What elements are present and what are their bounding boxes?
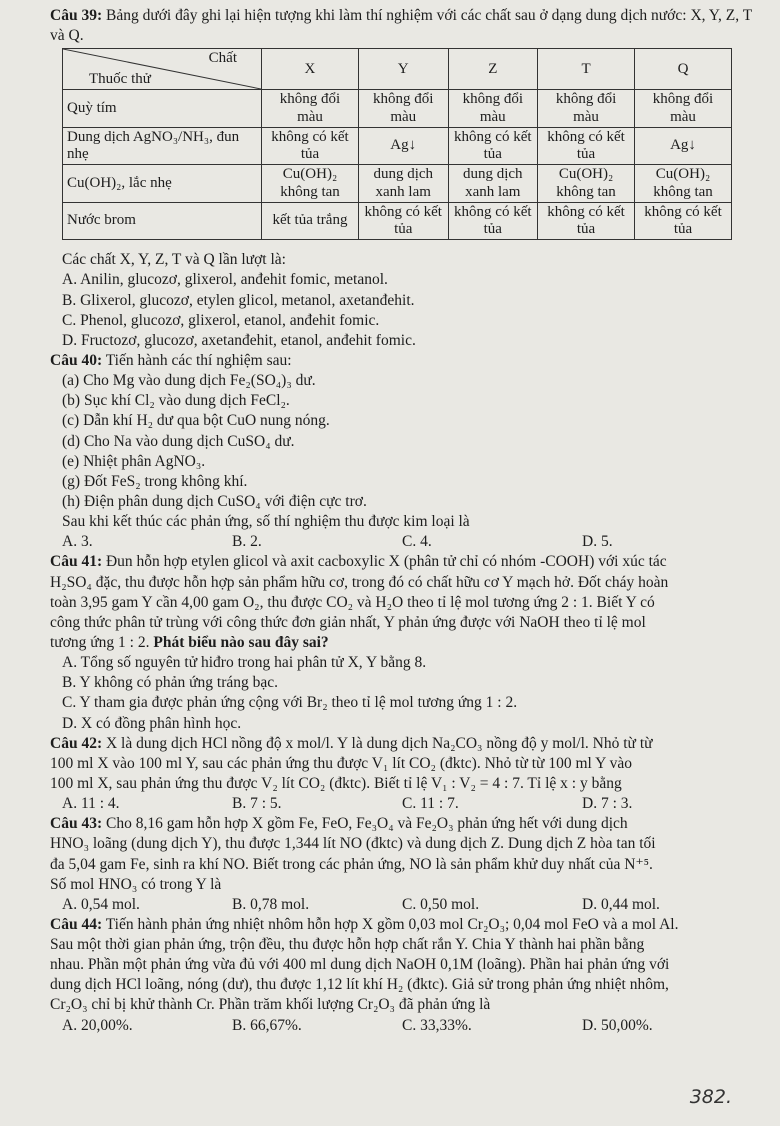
experiment-item: (a) Cho Mg vào dung dịch Fe₂(SO₄)₃ dư. [62, 372, 316, 390]
question-41 [50, 552, 766, 733]
option-d[interactable]: D. 50,00%. [582, 1016, 653, 1034]
question-text-line: Số mol HNO₃ có trong Y là [50, 875, 222, 893]
table-row [63, 127, 732, 165]
question-44 [50, 915, 766, 1036]
table-cell: không đổi màu [358, 90, 448, 128]
table-cell: dung dịch xanh lam [448, 165, 538, 203]
column-header: Y [358, 49, 448, 90]
option-b[interactable]: B. 0,78 mol. [232, 895, 310, 913]
question-text-line: dung dịch HCl loãng, nóng (dư), thu được 1,12 lít khí H₂ (đktc). Giả sử trong phản ứng nhiệt nhôm, [50, 976, 669, 994]
option-a[interactable]: A. 11 : 4. [62, 795, 120, 813]
table-cell: Cu(OH)₂ không tan [635, 165, 732, 203]
table-cell: không có kết tủa [448, 127, 538, 165]
question-text-line: nhau. Phần một phản ứng vừa đủ với 400 ml dung dịch NaOH 0,1M (loãng). Phần hai phản ứng với [50, 956, 670, 974]
experiment-item: (h) Điện phân dung dịch CuSO₄ với điện cực trơ. [62, 492, 367, 510]
option-a[interactable]: A. 3. [62, 533, 93, 551]
column-header: Q [635, 49, 732, 90]
question-41-title: Câu 41: [50, 553, 103, 571]
question-text-line: Cho 8,16 gam hỗn hợp X gồm Fe, FeO, Fe₃O₄ và Fe₂O₃ phản ứng hết với dung dịch [105, 815, 628, 833]
table-row [63, 90, 732, 128]
question-text-line: HNO₃ loãng (dung dịch Y), thu được 1,344 lít NO (đktc) và dung dịch Z. Dung dịch Z hòa tan tối [50, 835, 656, 853]
experiment-item: (e) Nhiệt phân AgNO₃. [62, 452, 206, 470]
row-label: Dung dịch AgNO₃/NH₃, đun nhẹ [63, 127, 262, 165]
question-44-title: Câu 44: [50, 915, 103, 933]
experiment-item: (g) Đốt FeS₂ trong không khí. [62, 472, 248, 490]
question-text-line: Đun hỗn hợp etylen glicol và axit cacboxylic X (phân tử chỉ có nhóm -COOH) với xúc tác [105, 553, 667, 571]
option-a[interactable]: A. 20,00%. [62, 1016, 133, 1034]
experiment-item: (b) Sục khí Cl₂ vào dung dịch FeCl₂. [62, 392, 290, 410]
table-cell: Ag↓ [358, 127, 448, 165]
question-text-line: toàn 3,95 gam Y cần 4,00 gam O₂, thu được CO₂ và H₂O theo tỉ lệ mol tương ứng 2 : 1. Biết Y có [50, 593, 655, 611]
row-label: Quỳ tím [63, 90, 262, 128]
table-cell: không có kết tủa [635, 202, 732, 240]
question-40-prompt: Sau khi kết thúc các phản ứng, số thí nghiệm thu được kim loại là [62, 513, 470, 531]
option-b[interactable]: B. Glixerol, glucozơ, etylen glicol, metanol, axetanđehit. [62, 291, 415, 309]
table-row [63, 165, 732, 203]
option-d[interactable]: D. X có đồng phân hình học. [62, 714, 242, 732]
question-text-line: 100 ml X, sau phản ứng thu được V₂ lít CO₂ (đktc). Biết tỉ lệ V₁ : V₂ = 4 : 7. Tỉ lệ x : y bằng [50, 774, 622, 792]
corner-bottom-label: Thuốc thử [89, 71, 151, 88]
table-cell: Ag↓ [635, 127, 732, 165]
table-cell: không có kết tủa [538, 127, 635, 165]
table-cell: không đổi màu [262, 90, 359, 128]
option-d[interactable]: D. 7 : 3. [582, 795, 633, 813]
question-text-line: Sau một thời gian phản ứng, trộn đều, thu được hỗn hợp chất rắn Y. Chia Y thành hai phần bằng [50, 936, 645, 954]
question-43 [50, 814, 766, 915]
handwritten-note: 382. [689, 1086, 732, 1109]
question-42-title: Câu 42: [50, 734, 103, 752]
table-cell: không đổi màu [448, 90, 538, 128]
answer-options [50, 794, 766, 814]
question-text-line: Tiến hành phản ứng nhiệt nhôm hỗn hợp X gồm 0,03 mol Cr₂O₃; 0,04 mol FeO và a mol Al. [105, 915, 679, 933]
column-header: Z [448, 49, 538, 90]
option-c[interactable]: C. Y tham gia được phản ứng cộng với Br₂ theo tỉ lệ mol tương ứng 1 : 2. [62, 694, 518, 712]
experiment-item: (c) Dẫn khí H₂ dư qua bột CuO nung nóng. [62, 412, 330, 430]
option-b[interactable]: B. 7 : 5. [232, 795, 282, 813]
table-cell: Cu(OH)₂ không tan [538, 165, 635, 203]
question-39-prompt: Các chất X, Y, Z, T và Q lần lượt là: [62, 251, 286, 269]
question-text-line: H₂SO₄ đặc, thu được hỗn hợp sản phẩm hữu cơ, trong đó có chất hữu cơ Y mạch hở. Đốt cháy hoàn [50, 573, 669, 591]
column-header: T [538, 49, 635, 90]
question-text-line: đa 5,04 gam Fe, sinh ra khí NO. Biết trong các phản ứng, NO là sản phẩm khử duy nhất của N⁺⁵. [50, 855, 653, 873]
option-d[interactable]: D. 0,44 mol. [582, 895, 660, 913]
question-text-line: tương ứng 1 : 2. [50, 633, 150, 651]
table-cell: không có kết tủa [358, 202, 448, 240]
question-text-line: 100 ml X vào 100 ml Y, sau các phản ứng thu được V₁ lít CO₂ (đktc). Nhỏ từ từ 100 ml Y vào [50, 754, 632, 772]
option-d[interactable]: D. Fructozơ, glucozơ, axetanđehit, etanol, anđehit fomic. [62, 331, 416, 349]
answer-options [50, 1016, 766, 1036]
question-39-title: Câu 39: [50, 7, 103, 24]
option-b[interactable]: B. Y không có phản ứng tráng bạc. [62, 674, 279, 692]
question-39-text: Bảng dưới đây ghi lại hiện tượng khi làm thí nghiệm với các chất sau ở dạng dung dịch nước: X, Y, Z, T và Q. [50, 7, 752, 45]
option-c[interactable]: C. 11 : 7. [402, 795, 459, 813]
question-42 [50, 734, 766, 815]
answer-options [50, 895, 766, 915]
answer-options [50, 532, 766, 552]
option-a[interactable]: A. Tổng số nguyên tử hiđro trong hai phân tử X, Y bằng 8. [62, 654, 427, 672]
reaction-table [62, 48, 732, 240]
row-label: Cu(OH)₂, lắc nhẹ [63, 165, 262, 203]
option-c[interactable]: C. Phenol, glucozơ, glixerol, etanol, anđehit fomic. [62, 311, 380, 329]
table-cell: không đổi màu [538, 90, 635, 128]
table-header-row [63, 49, 732, 90]
table-row [63, 202, 732, 240]
table-cell: dung dịch xanh lam [358, 165, 448, 203]
option-b[interactable]: B. 2. [232, 533, 262, 551]
question-40-title: Câu 40: [50, 351, 103, 369]
question-text-line: công thức phân tử trùng với công thức đơn giản nhất, Y phản ứng được với NaOH theo tỉ lệ mol [50, 613, 646, 631]
question-text-line: X là dung dịch HCl nồng độ x mol/l. Y là dung dịch Na₂CO₃ nồng độ y mol/l. Nhỏ từ từ [105, 734, 653, 752]
option-a[interactable]: A. Anilin, glucozơ, glixerol, anđehit fomic, metanol. [62, 271, 388, 289]
table-cell: không đổi màu [635, 90, 732, 128]
column-header: X [262, 49, 359, 90]
question-text-line: Cr₂O₃ chỉ bị khử thành Cr. Phần trăm khối lượng Cr₂O₃ đã phản ứng là [50, 996, 491, 1014]
table-cell: kết tủa trắng [262, 202, 359, 240]
question-41-prompt: Phát biểu nào sau đây sai? [153, 633, 329, 651]
option-c[interactable]: C. 33,33%. [402, 1016, 472, 1034]
option-c[interactable]: C. 4. [402, 533, 432, 551]
corner-top-label: Chất [208, 50, 237, 67]
option-b[interactable]: B. 66,67%. [232, 1016, 302, 1034]
table-corner-cell [63, 49, 262, 90]
question-40 [50, 351, 766, 552]
table-cell: không có kết tủa [448, 202, 538, 240]
question-43-title: Câu 43: [50, 815, 103, 833]
option-c[interactable]: C. 0,50 mol. [402, 895, 480, 913]
table-cell: không có kết tủa [538, 202, 635, 240]
option-a[interactable]: A. 0,54 mol. [62, 895, 140, 913]
option-d[interactable]: D. 5. [582, 533, 613, 551]
table-cell: Cu(OH)₂ không tan [262, 165, 359, 203]
question-40-text: Tiến hành các thí nghiệm sau: [105, 351, 292, 369]
question-39 [50, 6, 766, 351]
table-cell: không có kết tủa [262, 127, 359, 165]
row-label: Nước brom [63, 202, 262, 240]
experiment-item: (d) Cho Na vào dung dịch CuSO₄ dư. [62, 432, 295, 450]
